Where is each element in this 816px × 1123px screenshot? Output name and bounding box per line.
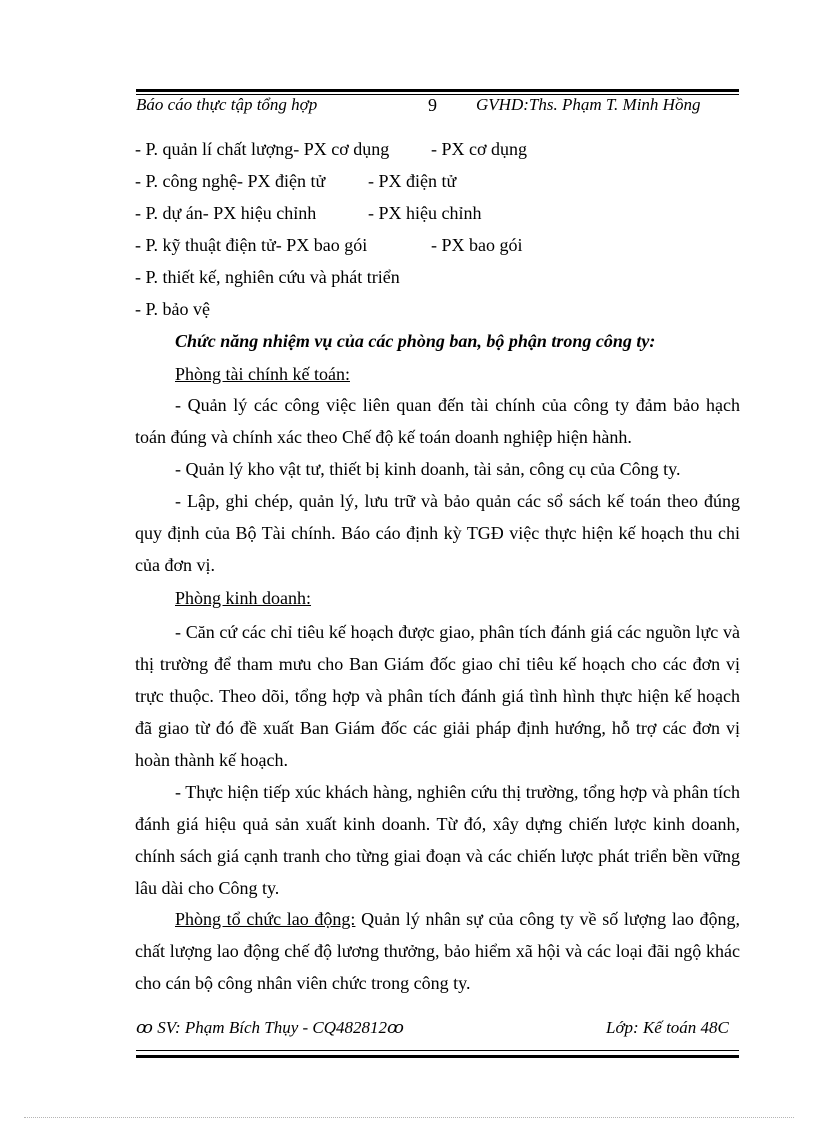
list-item [135,298,210,320]
labor-body [135,903,740,999]
page-number: 9 [428,95,437,115]
footer-ornament-right: ꝏ [387,1018,405,1037]
list-item [135,138,528,160]
business-paragraph-1: - Căn cứ các chỉ tiêu kế hoạch được giao, phân tích đánh giá các nguồn lực và thị trường để tham mưu cho Ban Giám đốc giao chỉ tiêu kế hoạch cho các đơn vị trực thuộc. Theo dõi, tổng hợp và phân tích đánh giá tình hình thực hiện kế hoạch đã giao từ đó đề xuất Ban Giám đốc các giải pháp định hướng, hỗ trợ các đơn vị hoàn thành kế hoạch. [135,622,740,770]
list-item-right: - PX cơ dụng [431,139,528,159]
labor-text: Quản lý nhân sự của công ty về số lượng lao động, chất lượng lao động chế độ lương thưởng, bảo hiểm xã hội và các loại đãi ngộ khác cho cán bộ công nhân viên chức trong công ty. [135,909,740,993]
footer-class: Lớp: Kế toán 48C [606,1018,729,1037]
list-item-left: - P. công nghệ- PX điện tử [135,171,326,191]
list-item [135,234,523,256]
list-item-left: - P. kỹ thuật điện tử- PX bao gói [135,235,368,255]
business-body [135,616,740,904]
finance-paragraph-1: - Quản lý các công việc liên quan đến tài chính của công ty đảm bảo hạch toán đúng và chính xác theo Chế độ kế toán doanh nghiệp hiện hành. [135,395,740,447]
business-paragraph-2: - Thực hiện tiếp xúc khách hàng, nghiên cứu thị trường, tổng hợp và phân tích đánh giá hiệu quả sản xuất kinh doanh. Từ đó, xây dựng chiến lược kinh doanh, chính sách giá cạnh tranh cho từng giai đoạn và các chiến lược phát triển bền vững lâu dài cho Công ty. [135,782,740,898]
header-rule-thick [136,89,739,92]
business-title: Phòng kinh doanh: [175,588,312,608]
footer-ornament-left: ꝏ [136,1018,153,1037]
list-item-left: - P. dự án- PX hiệu chỉnh [135,203,317,223]
list-item-left: - P. bảo vệ [135,299,210,319]
footer-student-text: SV: Phạm Bích Thụy - CQ482812 [157,1018,388,1037]
labor-paragraph [135,903,740,999]
list-item-right: - PX hiệu chỉnh [368,203,482,223]
finance-paragraph-3: - Lập, ghi chép, quản lý, lưu trữ và bảo quản các sổ sách kế toán theo đúng quy định của Bộ Tài chính. Báo cáo định kỳ TGĐ việc thực hiện kế hoạch thu chi của đơn vị. [135,491,740,575]
footer-rule-thin [136,1050,739,1051]
header-advisor: GVHD:Ths. Phạm T. Minh Hồng [476,95,701,114]
list-item [135,170,457,192]
header-title: Báo cáo thực tập tổng hợp [136,95,318,114]
finance-title: Phòng tài chính kế toán: [175,364,350,384]
list-item-right: - PX bao gói [431,235,523,255]
list-item [135,202,482,224]
footer-rule-thick [136,1055,739,1058]
finance-paragraph-2: - Quản lý kho vật tư, thiết bị kinh doanh, tài sản, công cụ của Công ty. [175,459,681,479]
list-item-right: - PX điện tử [368,171,457,191]
finance-body [135,389,740,581]
labor-title: Phòng tổ chức lao động: [175,909,356,929]
list-item [135,266,400,288]
page-edge-dotted-line [24,1117,794,1118]
footer-student [136,1018,404,1038]
list-item-left: - P. thiết kế, nghiên cứu và phát triển [135,267,400,287]
section-title: Chức năng nhiệm vụ của các phòng ban, bộ phận trong công ty: [175,331,656,351]
list-item-left: - P. quản lí chất lượng- PX cơ dụng [135,139,390,159]
